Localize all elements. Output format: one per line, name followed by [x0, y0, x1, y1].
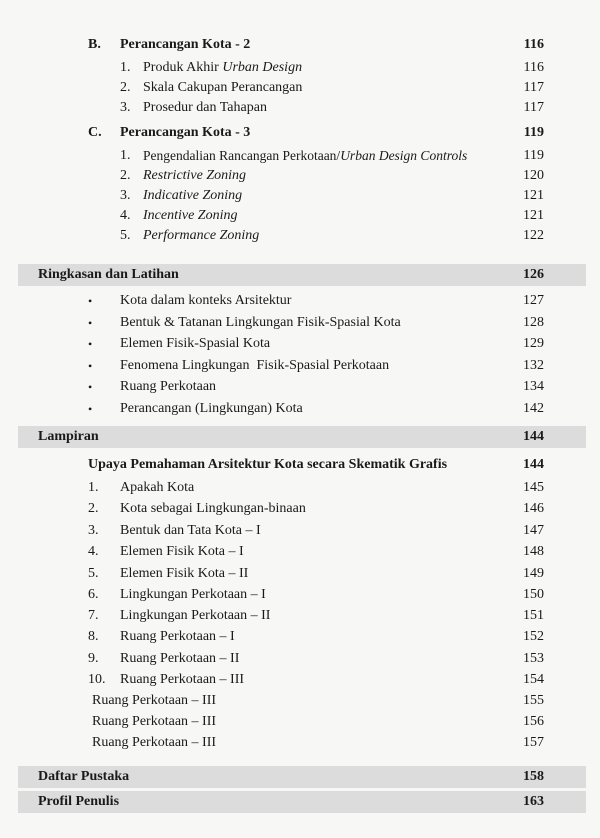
entry-number: 2. — [88, 501, 99, 516]
page-number: 148 — [523, 544, 544, 559]
page-number: 155 — [523, 693, 544, 708]
toc-entry[interactable] — [0, 146, 600, 166]
entry-number: 5. — [120, 228, 131, 243]
toc-entry[interactable] — [0, 186, 600, 206]
entry-number: 4. — [88, 544, 99, 559]
toc-subheading[interactable] — [0, 455, 600, 475]
page-number: 145 — [523, 480, 544, 495]
page-number: 144 — [523, 457, 544, 472]
toc-chapter-ringkasan[interactable] — [0, 265, 600, 285]
entry-title: Prosedur dan Tahapan — [143, 100, 267, 115]
toc-bullet-entry[interactable] — [0, 291, 600, 311]
page-number: 153 — [523, 651, 544, 666]
page-number: 116 — [523, 37, 544, 52]
entry-title: Fenomena Lingkungan Fisik-Spasial Perkotaan — [120, 358, 390, 373]
toc-chapter-lampiran[interactable] — [0, 427, 600, 447]
page-number: 121 — [523, 208, 544, 223]
entry-number: 9. — [88, 651, 99, 666]
page-number: 117 — [523, 100, 544, 115]
section-title: Perancangan Kota - 3 — [120, 125, 251, 140]
entry-number: 3. — [88, 523, 99, 538]
toc-entry[interactable] — [0, 670, 600, 690]
page-number: 116 — [523, 60, 544, 75]
entry-title: Ruang Perkotaan – III — [92, 714, 217, 729]
toc-bullet-entry[interactable] — [0, 313, 600, 333]
entry-title: Ruang Perkotaan – III — [92, 735, 217, 750]
page-number: 152 — [523, 629, 544, 644]
chapter-title: Profil Penulis — [38, 794, 120, 809]
toc-entry[interactable] — [0, 78, 600, 98]
bullet-icon: • — [88, 294, 93, 308]
subheading-title: Upaya Pemahaman Arsitektur Kota secara Skematik Grafis — [88, 457, 448, 472]
section-letter: C. — [88, 125, 102, 140]
page-number: 147 — [523, 523, 544, 538]
entry-title: Elemen Fisik-Spasial Kota — [120, 336, 271, 351]
entry-title: Ruang Perkotaan — [120, 379, 217, 394]
toc-entry[interactable] — [0, 585, 600, 605]
entry-number: 6. — [88, 587, 99, 602]
entry-number: 3. — [120, 100, 131, 115]
entry-title: Lingkungan Perkotaan – I — [120, 587, 266, 602]
toc-bullet-entry[interactable] — [0, 356, 600, 376]
entry-number: 2. — [120, 168, 131, 183]
entry-title: Ruang Perkotaan – II — [120, 651, 240, 666]
chapter-title: Lampiran — [38, 429, 99, 444]
toc-entry[interactable] — [0, 733, 600, 753]
page-number: 120 — [523, 168, 544, 183]
toc-entry[interactable] — [0, 691, 600, 711]
toc-entry[interactable] — [0, 206, 600, 226]
entry-number: 5. — [88, 566, 99, 581]
toc-entry[interactable] — [0, 58, 600, 78]
page-number: 144 — [523, 429, 544, 444]
entry-title: Indicative Zoning — [143, 188, 243, 203]
entry-title: Performance Zoning — [143, 228, 260, 243]
page-number: 117 — [523, 80, 544, 95]
toc-entry[interactable] — [0, 542, 600, 562]
entry-number: 3. — [120, 188, 131, 203]
toc-entry[interactable] — [0, 98, 600, 118]
entry-number: 2. — [120, 80, 131, 95]
toc-entry[interactable] — [0, 499, 600, 519]
toc-section-b-heading[interactable] — [0, 35, 600, 55]
entry-number: 1. — [120, 148, 131, 163]
toc-section-c-heading[interactable] — [0, 123, 600, 143]
page-number: 150 — [523, 587, 544, 602]
bullet-icon: • — [88, 337, 93, 351]
entry-number: 1. — [88, 480, 99, 495]
entry-title: Apakah Kota — [120, 480, 195, 495]
entry-number: 10. — [88, 672, 106, 687]
chapter-title: Daftar Pustaka — [38, 769, 130, 784]
toc-bullet-entry[interactable] — [0, 399, 600, 419]
page-number: 121 — [523, 188, 544, 203]
entry-title: Pengendalian Rancangan Perkotaan/Urban Design Controls — [143, 148, 468, 163]
page-number: 154 — [523, 672, 544, 687]
page-number: 129 — [523, 336, 544, 351]
page-number: 163 — [523, 794, 544, 809]
page-number: 157 — [523, 735, 544, 750]
page-number: 119 — [523, 125, 544, 140]
entry-title: Ruang Perkotaan – III — [92, 693, 217, 708]
entry-title: Kota dalam konteks Arsitektur — [120, 293, 292, 308]
toc-entry[interactable] — [0, 166, 600, 186]
toc-entry[interactable] — [0, 627, 600, 647]
toc-entry[interactable] — [0, 712, 600, 732]
entry-number: 4. — [120, 208, 131, 223]
page-number: 156 — [523, 714, 544, 729]
toc-entry[interactable] — [0, 521, 600, 541]
entry-title: Elemen Fisik Kota – I — [120, 544, 244, 559]
entry-title: Kota sebagai Lingkungan-binaan — [120, 501, 306, 516]
page-number: 134 — [523, 379, 544, 394]
toc-chapter-daftar-pustaka[interactable] — [0, 767, 600, 787]
page-number: 142 — [523, 401, 544, 416]
entry-number: 8. — [88, 629, 99, 644]
entry-title: Restrictive Zoning — [143, 168, 247, 183]
page-number: 149 — [523, 566, 544, 581]
toc-bullet-entry[interactable] — [0, 377, 600, 397]
entry-title: Bentuk & Tatanan Lingkungan Fisik-Spasial Kota — [120, 315, 401, 330]
toc-entry[interactable] — [0, 564, 600, 584]
entry-title: Lingkungan Perkotaan – II — [120, 608, 271, 623]
toc-chapter-profil-penulis[interactable] — [0, 792, 600, 812]
bullet-icon: • — [88, 402, 93, 416]
entry-title: Skala Cakupan Perancangan — [143, 80, 303, 95]
entry-title: Ruang Perkotaan – I — [120, 629, 235, 644]
page-number: 128 — [523, 315, 544, 330]
toc-entry[interactable] — [0, 649, 600, 669]
entry-title: Produk Akhir Urban Design — [143, 60, 303, 75]
entry-title: Bentuk dan Tata Kota – I — [120, 523, 261, 538]
section-letter: B. — [88, 37, 101, 52]
page-number: 146 — [523, 501, 544, 516]
bullet-icon: • — [88, 380, 93, 394]
page-number: 151 — [523, 608, 544, 623]
chapter-title: Ringkasan dan Latihan — [38, 267, 179, 282]
page-number: 119 — [523, 148, 544, 163]
toc-entry[interactable] — [0, 226, 600, 246]
entry-title: Ruang Perkotaan – III — [120, 672, 245, 687]
page-number: 126 — [523, 267, 544, 282]
entry-number: 1. — [120, 60, 131, 75]
page-number: 158 — [523, 769, 544, 784]
bullet-icon: • — [88, 359, 93, 373]
entry-number: 7. — [88, 608, 99, 623]
page-number: 122 — [523, 228, 544, 243]
toc-entry[interactable] — [0, 478, 600, 498]
toc-entry[interactable] — [0, 606, 600, 626]
entry-title: Incentive Zoning — [143, 208, 238, 223]
section-title: Perancangan Kota - 2 — [120, 37, 251, 52]
page-number: 127 — [523, 293, 544, 308]
toc-bullet-entry[interactable] — [0, 334, 600, 354]
page-number: 132 — [523, 358, 544, 373]
entry-title: Perancangan (Lingkungan) Kota — [120, 401, 303, 416]
entry-title: Elemen Fisik Kota – II — [120, 566, 249, 581]
bullet-icon: • — [88, 316, 93, 330]
